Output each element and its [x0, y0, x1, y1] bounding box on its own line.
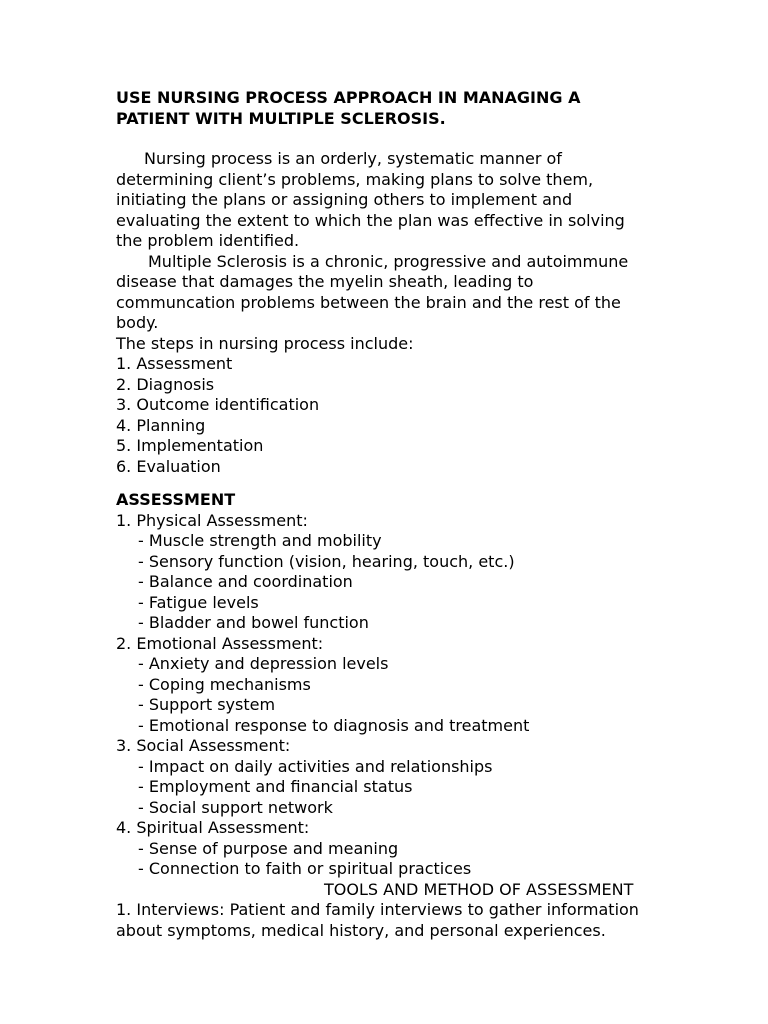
list-item: 1. Assessment [116, 354, 233, 373]
steps-list [116, 354, 656, 477]
list-item: 5. Implementation [116, 436, 264, 455]
list-item: - Bladder and bowel function [138, 613, 369, 632]
emotional-assessment-list [116, 654, 656, 736]
spiritual-assessment-list [116, 839, 656, 880]
physical-assessment-list [116, 531, 656, 634]
emotional-assessment-label: 2. Emotional Assessment: [116, 633, 324, 653]
list-item: 3. Outcome identification [116, 395, 320, 414]
list-item: - Social support network [138, 797, 333, 817]
steps-intro: The steps in nursing process include: [116, 333, 414, 353]
list-item: 6. Evaluation [116, 456, 221, 476]
social-assessment-label: 3. Social Assessment: [116, 736, 291, 755]
assessment-heading: ASSESSMENT [116, 490, 236, 509]
spacer [116, 477, 656, 490]
list-item: 4. Planning [116, 415, 206, 435]
intro-paragraph-multiple-sclerosis: Multiple Sclerosis is a chronic, progressive and autoimmune disease that damages the myelin sheath, leading to communcation problems between the brain and the rest of the body. [116, 251, 629, 332]
spiritual-assessment-label: 4. Spiritual Assessment: [116, 818, 310, 837]
physical-assessment-label: 1. Physical Assessment: [116, 510, 308, 530]
tools-heading: TOOLS AND METHOD OF ASSESSMENT [324, 879, 634, 899]
list-item: - Connection to faith or spiritual practices [138, 859, 472, 878]
list-item: - Sense of purpose and meaning [138, 838, 399, 858]
tools-item-interviews: 1. Interviews: Patient and family interviews to gather information about symptoms, medical history, and personal experiences. [116, 900, 639, 940]
list-item: - Sensory function (vision, hearing, touch, etc.) [138, 551, 515, 571]
intro-paragraph-nursing-process: Nursing process is an orderly, systematic manner of determining client’s problems, making plans to solve them, initiating the plans or assigning others to implement and evaluating the extent to which the plan was effective in solving the problem identified. [116, 149, 625, 250]
list-item: - Coping mechanisms [138, 674, 311, 694]
list-item: 2. Diagnosis [116, 374, 215, 394]
list-item: - Support system [138, 695, 276, 714]
document-page [116, 88, 656, 941]
list-item: - Fatigue levels [138, 592, 259, 612]
social-assessment-list [116, 757, 656, 819]
list-item: - Balance and coordination [138, 572, 353, 591]
list-item: - Muscle strength and mobility [138, 531, 382, 550]
list-item: - Employment and financial status [138, 777, 413, 796]
list-item: - Impact on daily activities and relationships [138, 756, 493, 776]
title-line-2: PATIENT WITH MULTIPLE SCLEROSIS. [116, 108, 446, 128]
list-item: - Emotional response to diagnosis and treatment [138, 715, 530, 735]
title-line-1: USE NURSING PROCESS APPROACH IN MANAGING A [116, 88, 581, 107]
document-title [116, 88, 656, 129]
list-item: - Anxiety and depression levels [138, 654, 389, 673]
